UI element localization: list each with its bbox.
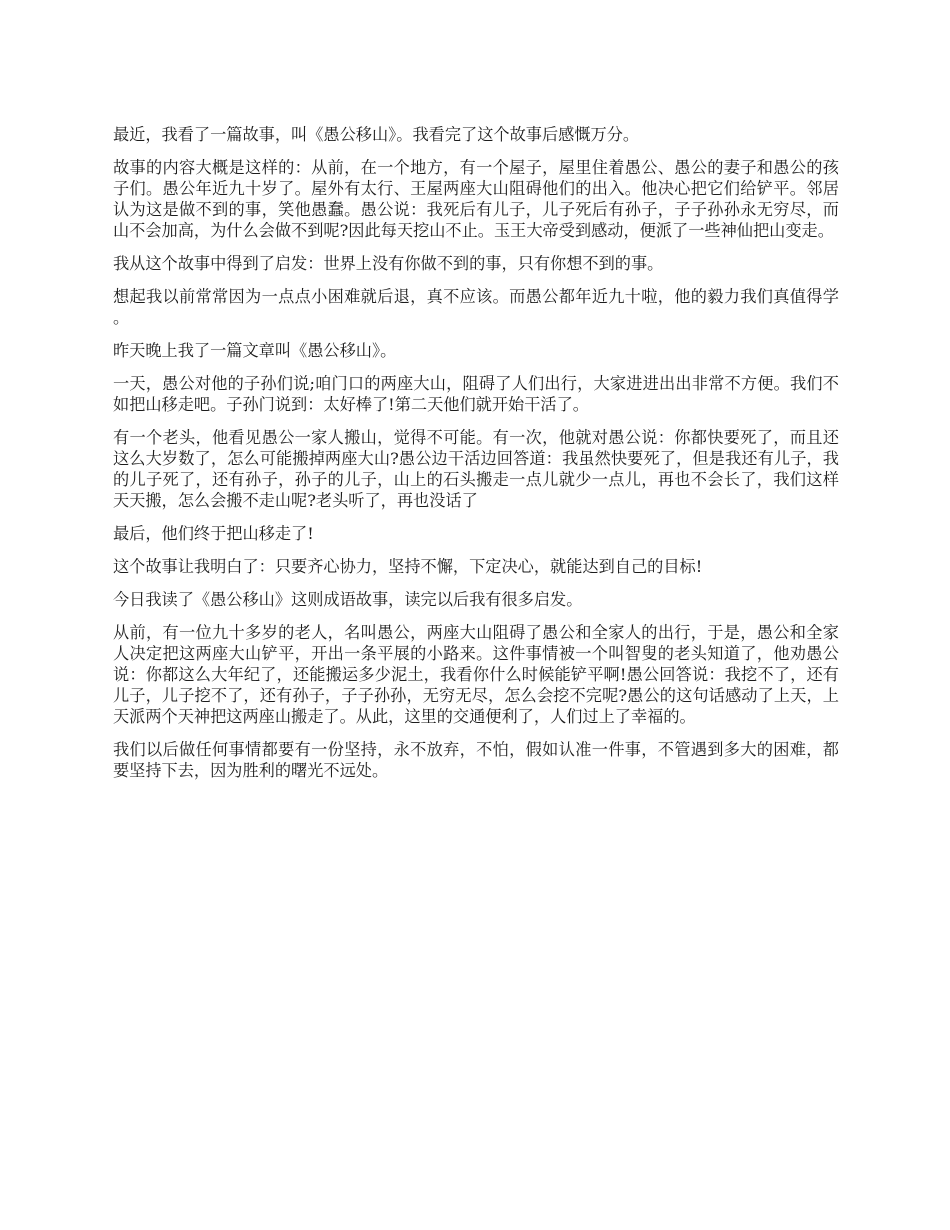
paragraph-3: 我从这个故事中得到了启发：世界上没有你做不到的事，只有你想不到的事。 [113, 254, 664, 273]
paragraph-12: 我们以后做任何事情都要有一份坚持，永不放弃，不怕，假如认准一件事，不管遇到多大的困难，都要坚持下去，因为胜利的曙光不远处。 [113, 740, 839, 780]
paragraph-4: 想起我以前常常因为一点点小困难就后退，真不应该。而愚公都年近九十啦，他的毅力我们真值得学。 [113, 287, 839, 327]
paragraph-7: 有一个老头，他看见愚公一家人搬山，觉得不可能。有一次，他就对愚公说：你都快要死了，而且还这么大岁数了，怎么可能搬掉两座大山?愚公边干活边回答道：我虽然快要死了，但是我还有儿子，我的儿子死了，还有孙子，孙子的儿子，山上的石头搬走一点儿就少一点儿，再也不会长了，我们这样天天搬，怎么会搬不走山呢?老头听了，再也没话了 [113, 428, 839, 510]
paragraph-11: 从前，有一位九十多岁的老人，名叫愚公，两座大山阻碍了愚公和全家人的出行，于是，愚公和全家人决定把这两座大山铲平，开出一条平展的小路来。这件事情被一个叫智叟的老头知道了，他劝愚公说：你都这么大年纪了，还能搬运多少泥土，我看你什么时候能铲平啊!愚公回答说：我挖不了，还有儿子，儿子挖不了，还有孙子，子子孙孙，无穷无尽，怎么会挖不完呢?愚公的这句话感动了上天，上天派两个天神把这两座山搬走了。从此，这里的交通便利了，人们过上了幸福的。 [113, 623, 839, 726]
paragraph-5: 昨天晚上我了一篇文章叫《愚公移山》。 [113, 341, 397, 360]
paragraph-10: 今日我读了《愚公移山》这则成语故事，读完以后我有很多启发。 [113, 590, 583, 609]
paragraph-9: 这个故事让我明白了：只要齐心协力，坚持不懈，下定决心，就能达到自己的目标! [113, 557, 703, 576]
paragraph-1: 最近，我看了一篇故事，叫《愚公移山》。我看完了这个故事后感慨万分。 [113, 125, 640, 144]
paragraph-2: 故事的内容大概是这样的：从前，在一个地方，有一个屋子，屋里住着愚公、愚公的妻子和愚公的孩子们。愚公年近九十岁了。屋外有太行、王屋两座大山阻碍他们的出入。他决心把它们给铲平。邻居认为这是做不到的事，笑他愚蠢。愚公说：我死后有儿子，儿子死后有孙子，子子孙孙永无穷尽，而山不会加高，为什么会做不到呢?因此每天挖山不止。玉王大帝受到感动，便派了一些神仙把山变走。 [113, 158, 839, 240]
paragraph-6: 一天，愚公对他的子孙们说;咱门口的两座大山，阻碍了人们出行，大家进进出出非常不方便。我们不如把山移走吧。子孙门说到：太好棒了!第二天他们就开始干活了。 [113, 374, 839, 414]
paragraph-8: 最后，他们终于把山移走了! [113, 524, 314, 543]
document-body [113, 124, 839, 793]
